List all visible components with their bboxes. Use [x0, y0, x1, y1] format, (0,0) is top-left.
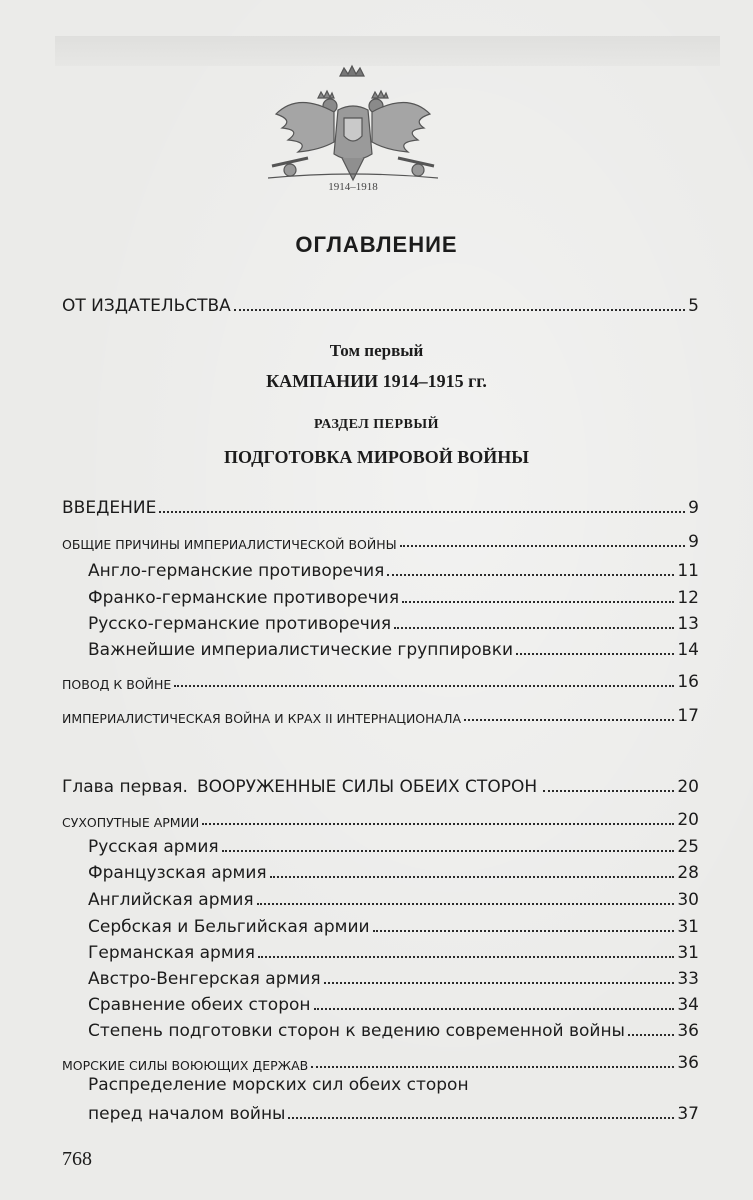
entry-page: 14 [677, 640, 699, 660]
entry-label: СУХОПУТНЫЕ АРМИИ [62, 815, 200, 830]
dot-leader [288, 1116, 674, 1119]
toc-entry-multiline[interactable] [88, 1072, 699, 1124]
entry-page: 25 [677, 837, 699, 857]
entry-page: 12 [677, 588, 699, 608]
entry-page: 36 [677, 1021, 699, 1041]
dot-leader [159, 510, 685, 513]
entry-page: 34 [677, 995, 699, 1015]
toc-chapter-entry[interactable] [62, 771, 699, 797]
entry-page: 11 [677, 561, 699, 581]
dot-leader [394, 626, 674, 629]
entry-label: Германская армия [88, 943, 255, 963]
dot-leader [516, 652, 674, 655]
entry-label: Важнейшие империалистические группировки [88, 640, 514, 660]
entry-label: Русская армия [88, 837, 219, 857]
toc-entry[interactable] [88, 555, 699, 581]
page-number: 768 [62, 1148, 92, 1170]
toc-entry[interactable] [62, 700, 699, 726]
dot-leader [270, 875, 675, 878]
toc-entry[interactable] [62, 804, 699, 830]
entry-page: 33 [677, 969, 699, 989]
volume-subtitle: КАМПАНИИ 1914–1915 гг. [266, 371, 487, 391]
toc-entry[interactable] [88, 911, 699, 937]
toc-entry[interactable] [88, 1015, 699, 1041]
dot-leader [373, 929, 675, 932]
entry-label-line2: перед началом войны [88, 1104, 286, 1124]
toc-entry[interactable] [88, 963, 699, 989]
entry-label: ВВЕДЕНИЕ [62, 498, 157, 518]
entry-label: Австро-Венгерская армия [88, 969, 321, 989]
chapter-title: ВООРУЖЕННЫЕ СИЛЫ ОБЕИХ СТОРОН [196, 777, 538, 797]
dot-leader [543, 789, 674, 792]
entry-page: 20 [677, 777, 699, 797]
entry-label: Англо-германские противоречия [88, 561, 385, 581]
entry-page: 20 [677, 810, 699, 830]
entry-page: 5 [688, 296, 699, 316]
entry-page: 9 [688, 532, 699, 552]
entry-label: Французская армия [88, 863, 267, 883]
entry-label: Сравнение обеих сторон [88, 995, 311, 1015]
dot-leader [258, 955, 674, 958]
entry-label-line1: Распределение морских сил обеих сторон [88, 1075, 469, 1095]
toc-entry[interactable] [62, 1047, 699, 1073]
entry-page: 9 [688, 498, 699, 518]
entry-label: Английская армия [88, 890, 254, 910]
dot-leader [628, 1033, 674, 1036]
entry-label: ОТ ИЗДАТЕЛЬСТВА [62, 296, 231, 316]
toc-entry[interactable] [88, 884, 699, 910]
section-name: ПОДГОТОВКА МИРОВОЙ ВОЙНЫ [224, 447, 529, 467]
entry-page: 36 [677, 1053, 699, 1073]
entry-label: МОРСКИЕ СИЛЫ ВОЮЮЩИХ ДЕРЖАВ [62, 1058, 309, 1073]
toc-entry-publisher[interactable] [62, 290, 699, 316]
entry-label: ИМПЕРИАЛИСТИЧЕСКАЯ ВОЙНА И КРАХ II ИНТЕРНАЦИОНАЛА [62, 711, 462, 726]
chapter-number: Глава первая. [62, 777, 188, 797]
dot-leader [387, 573, 674, 576]
dot-leader [314, 1007, 675, 1010]
entry-page: 31 [677, 943, 699, 963]
toc-entry[interactable] [62, 526, 699, 552]
entry-label: Русско-германские противоречия [88, 614, 392, 634]
toc-entry[interactable] [88, 937, 699, 963]
entry-page: 31 [677, 917, 699, 937]
dot-leader [311, 1065, 674, 1068]
dot-leader [202, 822, 674, 825]
toc-entry[interactable] [88, 831, 699, 857]
entry-page: 16 [677, 672, 699, 692]
entry-page: 17 [677, 706, 699, 726]
toc-entry[interactable] [62, 666, 699, 692]
dot-leader [222, 849, 675, 852]
toc-entry[interactable] [62, 492, 699, 518]
toc-entry[interactable] [88, 634, 699, 660]
dot-leader [402, 600, 674, 603]
entry-page: 37 [677, 1104, 699, 1124]
toc-entry[interactable] [88, 608, 699, 634]
toc-title: ОГЛАВЛЕНИЕ [295, 232, 458, 257]
section-heading: РАЗДЕЛ ПЕРВЫЙ [313, 417, 440, 432]
dot-leader [464, 718, 674, 721]
entry-page: 13 [677, 614, 699, 634]
entry-label: Франко-германские противоречия [88, 588, 400, 608]
emblem [268, 62, 438, 196]
entry-label: Сербская и Бельгийская армии [88, 917, 370, 937]
double-headed-eagle-icon [268, 62, 438, 196]
entry-page: 28 [677, 863, 699, 883]
entry-page: 30 [677, 890, 699, 910]
volume-heading: Том первый [329, 341, 424, 360]
entry-label: ПОВОД К ВОЙНЕ [62, 677, 172, 692]
toc-entry[interactable] [88, 582, 699, 608]
entry-label: ОБЩИЕ ПРИЧИНЫ ИМПЕРИАЛИСТИЧЕСКОЙ ВОЙНЫ [62, 537, 397, 552]
dot-leader [400, 544, 685, 547]
dot-leader [257, 902, 675, 905]
dot-leader [324, 981, 675, 984]
dot-leader [174, 684, 674, 687]
emblem-years: 1914–1918 [328, 181, 378, 193]
toc-entry[interactable] [88, 857, 699, 883]
dot-leader [234, 308, 685, 311]
entry-label: Степень подготовки сторон к ведению современной войны [88, 1021, 625, 1041]
toc-entry[interactable] [88, 989, 699, 1015]
